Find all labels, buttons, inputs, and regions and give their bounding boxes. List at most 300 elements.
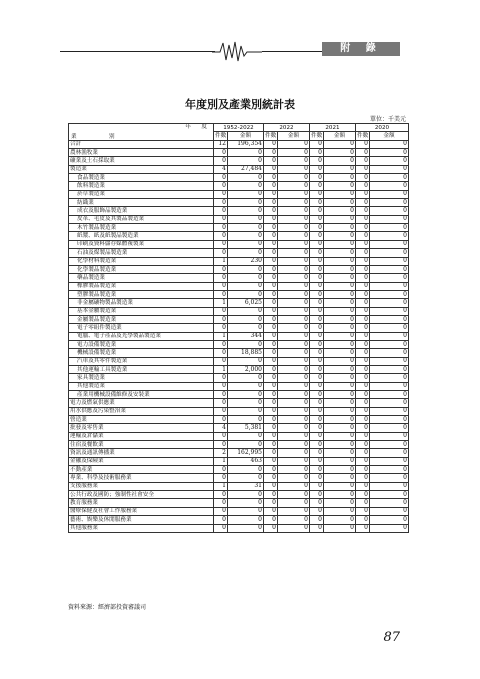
table-row	[69, 357, 409, 365]
count-cell: 0	[264, 240, 278, 248]
count-cell: 0	[356, 349, 370, 357]
industry-name: 公共行政及國防；強制性社會安全	[69, 491, 214, 499]
corner-industry-label: 業	[71, 133, 77, 140]
amount-cell: 0	[370, 165, 409, 173]
count-cell: 0	[214, 274, 228, 282]
count-cell: 0	[356, 441, 370, 449]
amount-cell: 0	[370, 324, 409, 332]
count-cell: 0	[264, 391, 278, 399]
count-cell: 0	[356, 265, 370, 273]
table-row	[69, 407, 409, 415]
amount-cell: 0	[278, 182, 310, 190]
amount-cell: 0	[278, 249, 310, 257]
table-row	[69, 382, 409, 390]
count-cell: 1	[214, 332, 228, 340]
industry-name: 基本金屬製造業	[69, 307, 214, 315]
count-cell: 0	[310, 416, 324, 424]
table-row	[69, 474, 409, 482]
table-row	[69, 149, 409, 157]
amount-cell: 0	[324, 324, 356, 332]
amount-cell: 0	[278, 174, 310, 182]
amount-cell: 0	[228, 499, 264, 507]
count-cell: 0	[310, 165, 324, 173]
count-cell: 0	[356, 374, 370, 382]
count-cell: 0	[214, 374, 228, 382]
count-cell: 0	[356, 432, 370, 440]
count-cell: 4	[214, 424, 228, 432]
amount-cell: 0	[228, 174, 264, 182]
count-cell: 1	[214, 365, 228, 373]
table-row	[69, 240, 409, 248]
industry-name: 藝術、娛樂及休閒服務業	[69, 516, 214, 524]
amount-cell: 0	[324, 207, 356, 215]
amount-cell: 0	[228, 249, 264, 257]
count-cell: 0	[356, 365, 370, 373]
count-cell: 0	[214, 407, 228, 415]
count-cell: 0	[214, 265, 228, 273]
amount-cell: 0	[370, 232, 409, 240]
count-cell: 0	[264, 491, 278, 499]
count-cell: 0	[310, 282, 324, 290]
table-row	[69, 307, 409, 315]
amount-cell: 0	[324, 466, 356, 474]
count-cell: 0	[310, 199, 324, 207]
count-cell: 0	[356, 474, 370, 482]
industry-name: 食品製造業	[69, 174, 214, 182]
count-cell: 2	[214, 449, 228, 457]
amount-cell: 0	[228, 199, 264, 207]
count-cell: 0	[356, 466, 370, 474]
industry-name: 其他運輸工具製造業	[69, 365, 214, 373]
amount-cell: 0	[228, 149, 264, 157]
amount-cell: 0	[324, 265, 356, 273]
count-cell: 0	[356, 391, 370, 399]
amount-cell: 0	[324, 416, 356, 424]
amount-cell: 0	[278, 449, 310, 457]
amount-cell: 0	[228, 407, 264, 415]
amount-cell: 0	[324, 499, 356, 507]
count-cell: 0	[214, 224, 228, 232]
count-cell: 0	[310, 157, 324, 165]
count-cell: 0	[356, 416, 370, 424]
count-cell: 0	[264, 324, 278, 332]
count-cell: 0	[214, 215, 228, 223]
count-cell: 0	[310, 257, 324, 265]
amount-cell: 0	[370, 249, 409, 257]
statistics-table	[68, 123, 409, 533]
amount-cell: 0	[278, 224, 310, 232]
amount-cell: 0	[228, 240, 264, 248]
industry-name: 非金屬礦物製品製造業	[69, 299, 214, 307]
table-row	[69, 416, 409, 424]
amount-cell: 5,381	[228, 424, 264, 432]
count-cell: 0	[214, 466, 228, 474]
amount-cell: 0	[370, 507, 409, 515]
header-row-years	[69, 124, 409, 132]
count-cell: 0	[356, 407, 370, 415]
count-cell: 0	[310, 491, 324, 499]
count-cell: 0	[356, 290, 370, 298]
amount-cell: 0	[370, 457, 409, 465]
industry-name: 合計	[69, 140, 214, 148]
industry-name: 批發及零售業	[69, 424, 214, 432]
count-cell: 0	[310, 224, 324, 232]
count-cell: 0	[264, 215, 278, 223]
amount-cell: 0	[324, 382, 356, 390]
count-cell: 0	[264, 349, 278, 357]
amount-cell: 0	[228, 274, 264, 282]
count-header: 件數	[357, 133, 369, 140]
table-row	[69, 449, 409, 457]
count-cell: 0	[214, 399, 228, 407]
amount-cell: 196,354	[228, 140, 264, 148]
industry-name: 住宿及餐飲業	[69, 441, 214, 449]
count-cell: 0	[310, 474, 324, 482]
amount-cell: 0	[228, 507, 264, 515]
amount-cell: 0	[324, 157, 356, 165]
amount-cell: 0	[228, 382, 264, 390]
amount-cell: 0	[324, 491, 356, 499]
count-cell: 0	[310, 207, 324, 215]
amount-cell: 0	[324, 307, 356, 315]
amount-cell: 0	[228, 224, 264, 232]
count-cell: 0	[214, 349, 228, 357]
amount-cell: 0	[278, 349, 310, 357]
count-cell: 0	[310, 307, 324, 315]
industry-name: 金屬製品製造業	[69, 315, 214, 323]
table-row	[69, 499, 409, 507]
industry-name: 製造業	[69, 165, 214, 173]
count-cell: 0	[264, 466, 278, 474]
count-cell: 0	[356, 357, 370, 365]
count-cell: 0	[214, 324, 228, 332]
amount-cell: 0	[370, 365, 409, 373]
amount-cell: 0	[278, 140, 310, 148]
count-cell: 0	[214, 499, 228, 507]
count-cell: 0	[310, 190, 324, 198]
corner-year-label: 年	[185, 124, 191, 130]
count-cell: 12	[214, 140, 228, 148]
amount-cell: 0	[370, 407, 409, 415]
industry-name: 菸草製造業	[69, 190, 214, 198]
count-cell: 0	[214, 240, 228, 248]
table-row	[69, 374, 409, 382]
appendix-tag: 附 錄	[322, 42, 400, 56]
amount-cell: 0	[278, 516, 310, 524]
amount-cell: 0	[324, 432, 356, 440]
amount-cell: 0	[278, 382, 310, 390]
count-cell: 0	[356, 274, 370, 282]
amount-cell: 0	[370, 190, 409, 198]
pulse-line-icon	[212, 40, 262, 64]
amount-header: 金額	[324, 132, 356, 140]
count-cell: 0	[310, 332, 324, 340]
amount-cell: 344	[228, 332, 264, 340]
industry-name: 石油及煤製品製造業	[69, 249, 214, 257]
count-cell: 0	[264, 282, 278, 290]
amount-cell: 0	[228, 491, 264, 499]
amount-cell: 0	[278, 307, 310, 315]
amount-cell: 0	[324, 365, 356, 373]
amount-cell: 0	[278, 357, 310, 365]
count-cell: 0	[264, 299, 278, 307]
count-cell: 0	[214, 282, 228, 290]
amount-cell: 0	[228, 307, 264, 315]
amount-cell: 0	[370, 215, 409, 223]
count-cell: 0	[356, 307, 370, 315]
count-cell: 0	[264, 265, 278, 273]
table-row	[69, 340, 409, 348]
amount-cell: 0	[278, 199, 310, 207]
amount-cell: 0	[228, 182, 264, 190]
amount-cell: 0	[324, 274, 356, 282]
count-cell: 0	[264, 365, 278, 373]
amount-cell: 0	[324, 215, 356, 223]
count-cell: 1	[214, 299, 228, 307]
amount-cell: 0	[324, 424, 356, 432]
count-cell: 0	[264, 149, 278, 157]
count-cell: 0	[264, 441, 278, 449]
table-row	[69, 157, 409, 165]
count-cell: 0	[356, 424, 370, 432]
amount-cell: 0	[278, 332, 310, 340]
amount-cell: 0	[370, 424, 409, 432]
header-rule-left	[60, 51, 215, 52]
source-note: 資料來源：經濟部投資審議司	[68, 604, 147, 611]
industry-name: 成衣及服飾品製造業	[69, 207, 214, 215]
table-row	[69, 299, 409, 307]
count-cell: 0	[264, 340, 278, 348]
count-cell: 0	[264, 449, 278, 457]
count-cell: 0	[264, 524, 278, 532]
amount-cell: 0	[228, 282, 264, 290]
count-cell: 0	[310, 340, 324, 348]
count-header: 件數	[215, 133, 227, 140]
amount-cell: 0	[324, 482, 356, 490]
industry-name: 醫療保健及社會工作服務業	[69, 507, 214, 515]
industry-name: 電子零組件製造業	[69, 324, 214, 332]
count-cell: 0	[356, 165, 370, 173]
table-row	[69, 399, 409, 407]
count-cell: 0	[356, 324, 370, 332]
count-cell: 0	[214, 441, 228, 449]
amount-cell: 0	[278, 232, 310, 240]
count-cell: 0	[310, 240, 324, 248]
amount-cell: 0	[228, 399, 264, 407]
count-cell: 0	[264, 157, 278, 165]
count-cell: 0	[356, 449, 370, 457]
amount-cell: 0	[324, 299, 356, 307]
count-cell: 0	[264, 207, 278, 215]
count-cell: 0	[214, 357, 228, 365]
year-header: 2021	[310, 124, 356, 132]
count-cell: 0	[310, 482, 324, 490]
count-cell: 0	[310, 499, 324, 507]
amount-cell: 0	[324, 232, 356, 240]
count-cell: 0	[310, 215, 324, 223]
industry-name: 運輸及倉儲業	[69, 432, 214, 440]
count-cell: 0	[264, 457, 278, 465]
industry-name: 化學材料製造業	[69, 257, 214, 265]
industry-name: 不動產業	[69, 466, 214, 474]
table-row	[69, 215, 409, 223]
count-cell: 0	[356, 332, 370, 340]
amount-cell: 162,995	[228, 449, 264, 457]
count-cell: 0	[356, 140, 370, 148]
count-cell: 0	[214, 391, 228, 399]
count-cell: 0	[214, 182, 228, 190]
industry-name: 農林漁牧業	[69, 149, 214, 157]
count-cell: 0	[214, 157, 228, 165]
industry-name: 其他製造業	[69, 382, 214, 390]
count-cell: 0	[356, 157, 370, 165]
table-row	[69, 441, 409, 449]
count-cell: 0	[264, 399, 278, 407]
industry-name: 電力及燃氣供應業	[69, 399, 214, 407]
count-cell: 0	[264, 416, 278, 424]
amount-cell: 0	[278, 391, 310, 399]
amount-cell: 0	[228, 516, 264, 524]
count-cell: 0	[310, 466, 324, 474]
count-cell: 0	[310, 424, 324, 432]
industry-name: 其他服務業	[69, 524, 214, 532]
count-cell: 0	[356, 482, 370, 490]
amount-cell: 0	[324, 399, 356, 407]
amount-cell: 0	[324, 374, 356, 382]
table-row	[69, 165, 409, 173]
industry-name: 機械設備製造業	[69, 349, 214, 357]
table-row	[69, 274, 409, 282]
amount-cell: 0	[278, 207, 310, 215]
amount-cell: 0	[324, 315, 356, 323]
industry-name: 產業用機械設備維修及安裝業	[69, 391, 214, 399]
count-cell: 0	[264, 140, 278, 148]
count-cell: 0	[264, 474, 278, 482]
amount-cell: 0	[278, 491, 310, 499]
amount-cell: 0	[278, 524, 310, 532]
amount-cell: 0	[324, 174, 356, 182]
count-cell: 0	[310, 232, 324, 240]
amount-cell: 0	[370, 516, 409, 524]
count-cell: 0	[310, 457, 324, 465]
count-cell: 4	[214, 165, 228, 173]
table-row	[69, 190, 409, 198]
amount-cell: 0	[324, 249, 356, 257]
amount-cell: 0	[278, 457, 310, 465]
count-cell: 0	[264, 199, 278, 207]
count-cell: 0	[310, 265, 324, 273]
amount-cell: 0	[324, 257, 356, 265]
industry-name: 專業、科學及技術服務業	[69, 474, 214, 482]
count-cell: 0	[214, 149, 228, 157]
count-cell: 0	[264, 516, 278, 524]
count-cell: 0	[214, 232, 228, 240]
count-cell: 0	[310, 516, 324, 524]
count-cell: 0	[214, 207, 228, 215]
amount-cell: 0	[324, 199, 356, 207]
count-cell: 0	[310, 290, 324, 298]
table-row	[69, 349, 409, 357]
count-cell: 0	[356, 524, 370, 532]
industry-name: 礦業及土石採取業	[69, 157, 214, 165]
count-cell: 0	[214, 307, 228, 315]
count-cell: 0	[264, 507, 278, 515]
amount-cell: 0	[228, 290, 264, 298]
amount-cell: 0	[278, 482, 310, 490]
table-row	[69, 224, 409, 232]
amount-cell: 0	[370, 441, 409, 449]
count-header: 件數	[265, 133, 277, 140]
amount-cell: 0	[278, 149, 310, 157]
amount-cell: 0	[278, 466, 310, 474]
count-cell: 0	[264, 482, 278, 490]
count-cell: 0	[214, 340, 228, 348]
count-cell: 0	[264, 274, 278, 282]
industry-name: 橡膠製品製造業	[69, 282, 214, 290]
amount-cell: 0	[278, 432, 310, 440]
amount-cell: 0	[228, 441, 264, 449]
amount-cell: 0	[370, 374, 409, 382]
table-row	[69, 466, 409, 474]
year-header: 2022	[264, 124, 310, 132]
count-cell: 0	[310, 249, 324, 257]
industry-name: 紡織業	[69, 199, 214, 207]
count-cell: 0	[356, 232, 370, 240]
amount-cell: 0	[228, 190, 264, 198]
count-cell: 0	[356, 257, 370, 265]
count-cell: 0	[356, 149, 370, 157]
count-cell: 0	[310, 407, 324, 415]
amount-cell: 0	[324, 457, 356, 465]
industry-name: 木竹製品製造業	[69, 224, 214, 232]
count-cell: 0	[310, 382, 324, 390]
amount-cell: 230	[228, 257, 264, 265]
amount-cell: 0	[324, 240, 356, 248]
amount-cell: 0	[228, 207, 264, 215]
count-cell: 0	[310, 324, 324, 332]
count-cell: 0	[310, 399, 324, 407]
table-row	[69, 457, 409, 465]
count-cell: 0	[264, 407, 278, 415]
amount-cell: 0	[370, 466, 409, 474]
count-cell: 0	[214, 507, 228, 515]
amount-cell: 0	[370, 391, 409, 399]
amount-cell: 0	[370, 307, 409, 315]
amount-cell: 0	[228, 474, 264, 482]
count-cell: 0	[356, 499, 370, 507]
amount-cell: 0	[278, 240, 310, 248]
amount-cell: 0	[278, 499, 310, 507]
amount-cell: 0	[324, 290, 356, 298]
amount-cell: 0	[278, 257, 310, 265]
amount-cell: 0	[228, 340, 264, 348]
table-row	[69, 207, 409, 215]
amount-cell: 0	[278, 416, 310, 424]
amount-cell: 0	[324, 441, 356, 449]
corner-category-label: 別	[109, 133, 115, 140]
count-cell: 0	[264, 232, 278, 240]
amount-cell: 0	[370, 491, 409, 499]
count-cell: 0	[310, 182, 324, 190]
industry-name: 電力設備製造業	[69, 340, 214, 348]
amount-cell: 0	[370, 149, 409, 157]
industry-name: 金融及保險業	[69, 457, 214, 465]
amount-cell: 0	[370, 524, 409, 532]
count-cell: 0	[310, 274, 324, 282]
count-cell: 0	[214, 190, 228, 198]
count-cell: 0	[214, 382, 228, 390]
count-cell: 0	[264, 257, 278, 265]
